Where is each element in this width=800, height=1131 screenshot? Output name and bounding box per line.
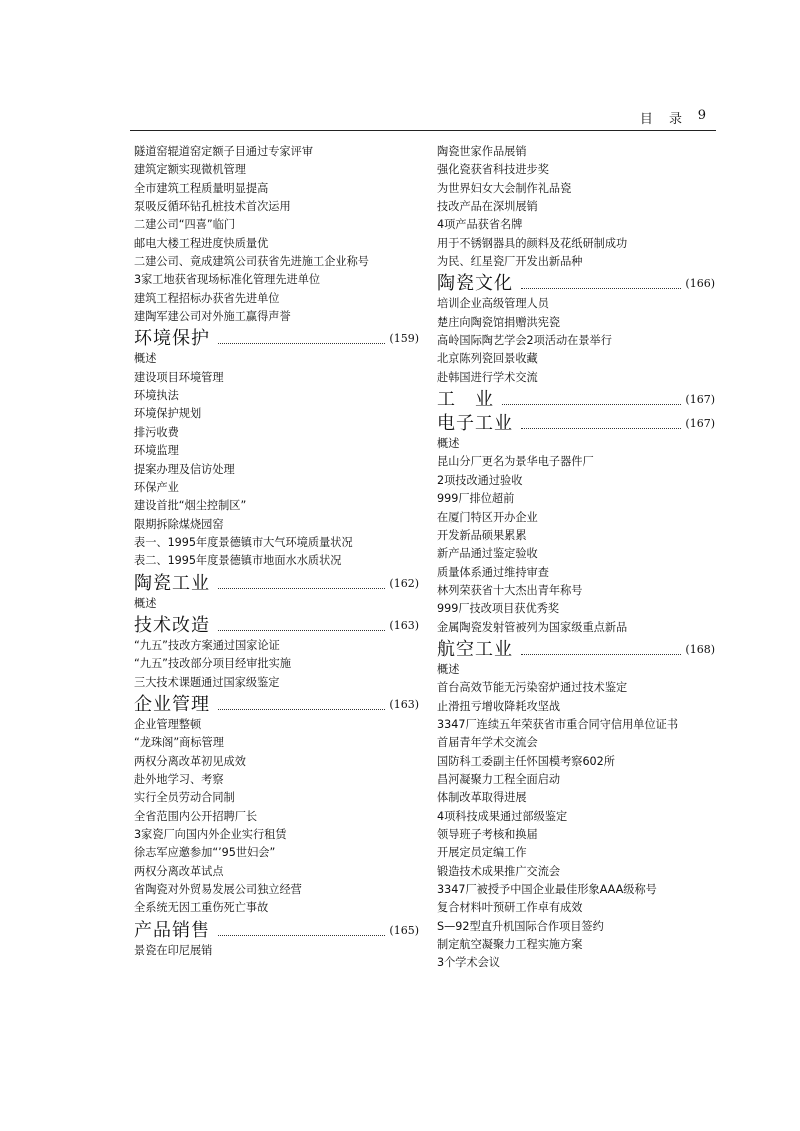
toc-entry[interactable]: 培训企业高级管理人员 (437, 297, 549, 311)
section-page-number: (167) (685, 393, 715, 407)
toc-entry[interactable]: 技改产品在深圳展销 (437, 200, 538, 214)
toc-entry[interactable]: 复合材料叶预研工作卓有成效 (437, 901, 583, 915)
toc-section-heading[interactable] (437, 271, 715, 295)
toc-section-heading[interactable] (134, 571, 419, 595)
header-page-number: 9 (697, 108, 706, 123)
toc-entry[interactable]: 开发新品硕果累累 (437, 528, 527, 542)
toc-entry[interactable]: 用于不锈钢器具的颜料及花纸研制成功 (437, 236, 628, 250)
dot-leader (502, 404, 681, 405)
toc-entry[interactable]: 两权分离改革试点 (134, 864, 224, 878)
toc-section-heading[interactable] (134, 692, 419, 716)
toc-entry[interactable]: 全系统无因工重伤死亡事故 (134, 901, 269, 915)
section-title: 企业管理 (134, 693, 210, 715)
toc-entry[interactable]: 质量体系通过维持审查 (437, 565, 549, 579)
toc-entry[interactable]: 环境执法 (134, 389, 179, 403)
toc-entry[interactable]: 首届青年学术交流会 (437, 736, 538, 750)
section-title: 航空工业 (437, 638, 513, 660)
toc-entry[interactable]: 邮电大楼工程进度快质量优 (134, 236, 269, 250)
toc-entry[interactable]: 999厂技改项目获优秀奖 (437, 602, 560, 616)
toc-entry[interactable]: 省陶瓷对外贸易发展公司独立经营 (134, 883, 302, 897)
toc-entry[interactable]: 表一、1995年度景德镇市大气环境质量状况 (134, 535, 353, 549)
toc-entry[interactable]: 首台高效节能无污染窑炉通过技术鉴定 (437, 681, 628, 695)
toc-entry[interactable]: 提案办理及信访处理 (134, 462, 235, 476)
toc-entry[interactable]: 3347厂被授予中国企业最佳形象AAA级称号 (437, 883, 657, 897)
dot-leader (218, 630, 385, 631)
toc-entry[interactable]: 3个学术会议 (437, 956, 501, 970)
toc-entry[interactable]: 3347厂连续五年荣获省市重合同守信用单位证书 (437, 717, 679, 731)
toc-entry[interactable]: 领导班子考核和换届 (437, 828, 538, 841)
toc-entry[interactable]: 两权分离改革初见成效 (134, 754, 246, 768)
toc-entry[interactable]: 高岭国际陶艺学会2项活动在景举行 (437, 334, 612, 348)
toc-entry[interactable]: 二建公司“四喜”临门 (134, 218, 236, 232)
header-title: 目 录 (639, 112, 688, 127)
toc-section-heading[interactable] (134, 918, 419, 942)
section-page-number: (162) (389, 576, 419, 590)
dot-leader (521, 654, 681, 655)
toc-entry[interactable]: 楚庄向陶瓷馆捐赠洪宪瓷 (437, 315, 561, 329)
section-page-number: (168) (685, 642, 715, 656)
toc-entry[interactable]: 表二、1995年度景德镇市地面水水质状况 (134, 554, 342, 568)
page-header (130, 108, 716, 131)
toc-entry[interactable]: 景瓷在印尼展销 (134, 943, 213, 957)
section-page-number: (163) (389, 697, 419, 711)
toc-entry[interactable]: 3家瓷厂向国内外企业实行租赁 (134, 828, 287, 841)
toc-entry[interactable]: 概述 (134, 596, 157, 610)
dot-leader (218, 709, 385, 710)
dot-leader (521, 428, 681, 429)
section-title: 工 业 (437, 389, 494, 411)
section-page-number: (163) (389, 618, 419, 632)
toc-entry[interactable]: 概述 (437, 662, 460, 676)
toc-entry[interactable]: 环境监理 (134, 444, 179, 458)
toc-entry[interactable]: 制定航空凝聚力工程实施方案 (437, 938, 583, 952)
toc-entry[interactable]: 锻造技术成果推广交流会 (437, 864, 561, 878)
toc-entry[interactable]: 建陶军建公司对外施工赢得声誉 (134, 310, 291, 324)
section-title: 陶瓷文化 (437, 273, 513, 295)
section-page-number: (166) (685, 277, 715, 291)
section-page-number: (165) (389, 923, 419, 937)
toc-entry[interactable]: 北京陈列瓷回景收藏 (437, 352, 538, 366)
toc-entry[interactable]: 建筑定额实现微机管理 (134, 163, 246, 177)
toc-entry[interactable]: 赴外地学习、考察 (134, 772, 224, 786)
section-title: 陶瓷工业 (134, 572, 210, 594)
toc-left-column (134, 143, 419, 960)
section-title: 产品销售 (134, 919, 210, 941)
toc-entry[interactable]: “九五”技改部分项目经审批实施 (134, 657, 292, 671)
toc-entry[interactable]: 999厂排位超前 (437, 492, 515, 506)
toc-entry[interactable]: 在厦门特区开办企业 (437, 510, 538, 524)
toc-entry[interactable]: 赴韩国进行学术交流 (437, 370, 538, 384)
toc-entry[interactable]: 徐志军应邀参加“’95世妇会” (134, 846, 276, 860)
toc-entry[interactable]: 昆山分厂更名为景华电子器件厂 (437, 455, 594, 469)
toc-entry[interactable]: 林列荣获省十大杰出青年称号 (437, 583, 583, 597)
toc-entry[interactable]: 二建公司、竟成建筑公司获省先进施工企业称号 (134, 255, 369, 269)
toc-entry[interactable]: 三大技术课题通过国家级鉴定 (134, 675, 280, 689)
toc-entry[interactable]: 体制改革取得进展 (437, 791, 527, 805)
toc-entry[interactable]: 金属陶瓷发射管被列为国家级重点新品 (437, 620, 628, 634)
toc-entry[interactable]: 2项技改通过验收 (437, 473, 523, 487)
section-title: 技术改造 (134, 614, 210, 636)
toc-entry[interactable]: 4项科技成果通过部级鉴定 (437, 809, 568, 823)
dot-leader (218, 935, 385, 936)
toc-entry[interactable]: 建设首批“烟尘控制区” (134, 499, 247, 513)
section-title: 电子工业 (437, 413, 513, 435)
toc-entry[interactable]: 排污收费 (134, 425, 179, 439)
section-page-number: (167) (685, 417, 715, 431)
toc-entry[interactable]: “九五”技改方案通过国家论证 (134, 638, 280, 652)
toc-entry[interactable]: 为民、红星瓷厂开发出新品种 (437, 255, 583, 269)
toc-entry[interactable]: 3家工地获省现场标准化管理先进单位 (134, 273, 321, 287)
toc-entry[interactable]: 新产品通过鉴定验收 (437, 547, 538, 561)
toc-entry[interactable]: 环境保护规划 (134, 407, 202, 421)
toc-entry[interactable]: 全省范围内公开招聘厂长 (134, 809, 258, 823)
toc-entry[interactable]: 泵吸反循环钻孔桩技术首次运用 (134, 200, 291, 214)
toc-entry[interactable]: 企业管理整顿 (134, 717, 202, 731)
toc-right-column (437, 143, 715, 973)
toc-entry[interactable]: 开展定员定编工作 (437, 846, 527, 860)
toc-entry[interactable]: 建筑工程招标办获省先进单位 (134, 291, 280, 305)
toc-entry[interactable]: 止滑扭亏增收降耗攻坚战 (437, 699, 561, 713)
toc-entry[interactable]: 国防科工委副主任怀国模考察602所 (437, 754, 615, 768)
toc-entry[interactable]: 隧道窑辊道窑定额子目通过专家评审 (134, 145, 314, 158)
toc-entry[interactable]: 全市建筑工程质量明显提高 (134, 181, 269, 195)
toc-entry[interactable]: 实行全员劳动合同制 (134, 791, 235, 805)
toc-section-heading[interactable] (437, 411, 715, 435)
toc-entry[interactable]: S—92型直升机国际合作项目签约 (437, 919, 604, 933)
toc-entry[interactable]: 4项产品获省名牌 (437, 218, 523, 232)
toc-section-heading[interactable] (437, 637, 715, 661)
toc-entry[interactable]: 环保产业 (134, 480, 179, 494)
dot-leader (218, 588, 385, 589)
toc-section-heading[interactable] (134, 613, 419, 637)
dot-leader (218, 343, 385, 344)
toc-entry[interactable]: 限期拆除煤烧园窑 (134, 517, 224, 531)
toc-entry[interactable]: 概述 (134, 352, 157, 366)
toc-section-heading[interactable] (134, 326, 419, 350)
toc-entry[interactable]: 概述 (437, 437, 460, 451)
toc-entry[interactable]: “龙珠阁”商标管理 (134, 736, 224, 750)
toc-entry[interactable]: 强化瓷获省科技进步奖 (437, 163, 549, 177)
section-title: 环境保护 (134, 328, 210, 350)
toc-entry[interactable]: 陶瓷世家作品展销 (437, 145, 527, 158)
toc-entry[interactable]: 为世界妇女大会制作礼品瓷 (437, 181, 572, 195)
toc-section-heading[interactable] (437, 387, 715, 411)
toc-entry[interactable]: 建设项目环境管理 (134, 370, 224, 384)
dot-leader (521, 288, 681, 289)
section-page-number: (159) (389, 332, 419, 346)
toc-entry[interactable]: 昌河凝聚力工程全面启动 (437, 772, 561, 786)
